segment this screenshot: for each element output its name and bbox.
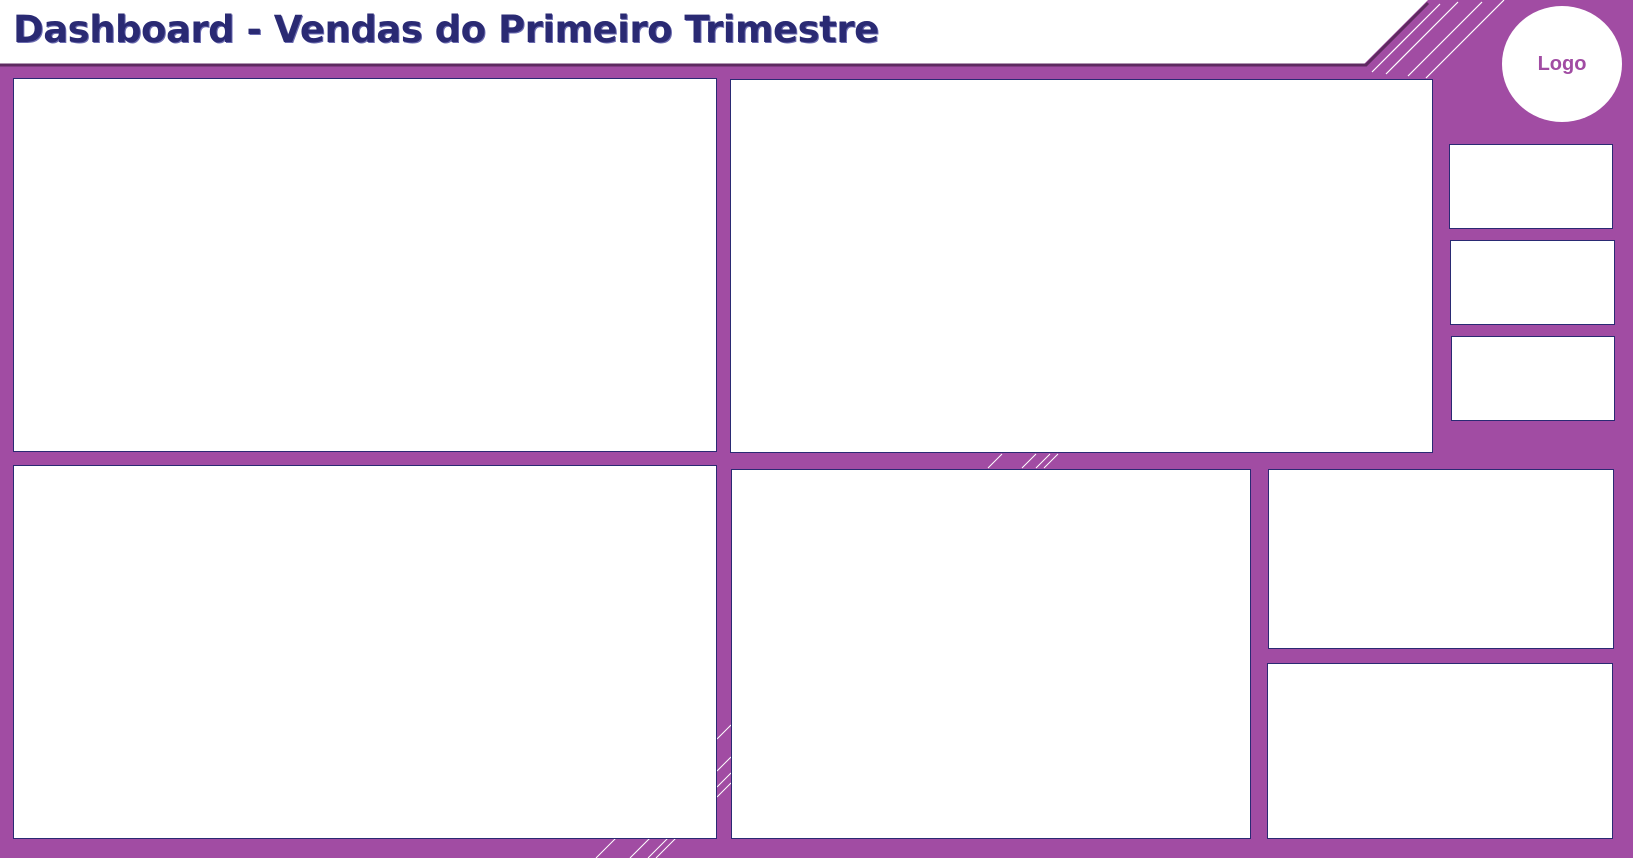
kpi-card-2 [1450,240,1615,325]
kpi-card-1 [1449,144,1613,229]
panel-bottom-center [731,469,1251,839]
panel-bottom-left [13,465,717,839]
kpi-card-3 [1451,336,1615,421]
panel-top-center [730,79,1433,453]
panel-bottom-right-bottom [1267,663,1613,839]
panel-top-left [13,78,717,452]
panel-bottom-right-top [1268,469,1614,649]
page-title: Dashboard - Vendas do Primeiro Trimestre [13,8,879,51]
logo: Logo [1502,6,1622,122]
